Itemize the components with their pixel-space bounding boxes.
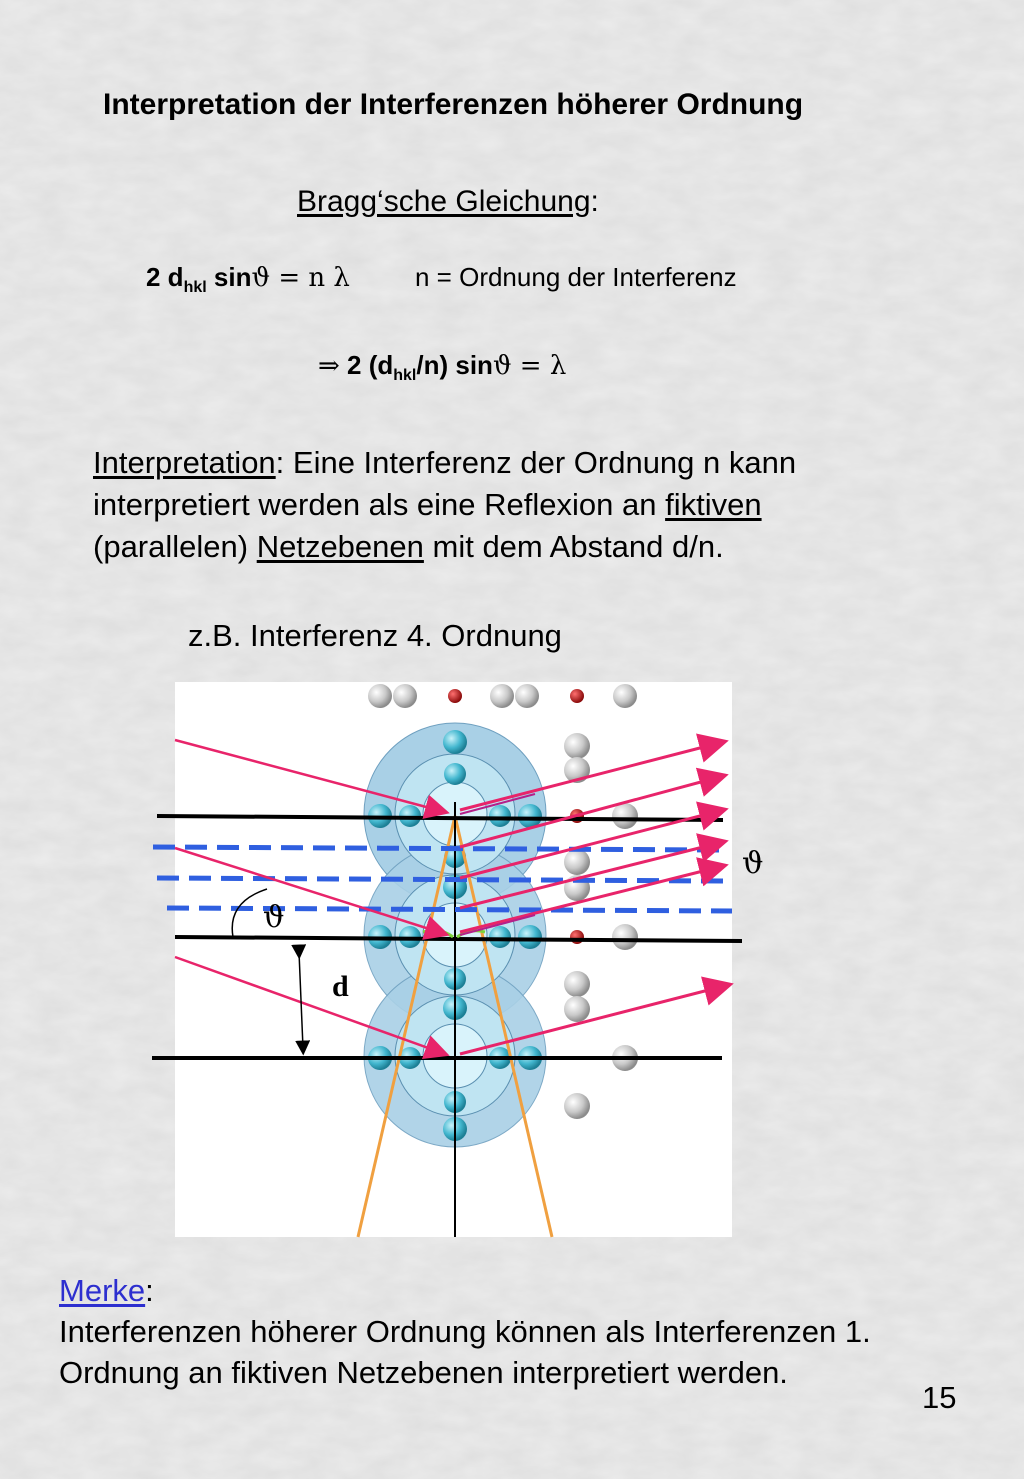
eq2-lambda: λ [549, 351, 567, 381]
bragg-diagram-svg [175, 682, 764, 1237]
eq1-theta: ϑ [251, 263, 271, 293]
interpretation-paragraph [93, 442, 913, 568]
merke-colon: : [145, 1273, 154, 1308]
eq2-equals: = [511, 351, 550, 381]
d-dimension-arrow [299, 952, 303, 1048]
interpretation-text-a: : Eine Interferenz der Ordnung n kann interpretiert werden als eine Reflexion an [93, 445, 797, 522]
eq2-theta: ϑ [492, 351, 512, 381]
eq2-subscript: hkl [393, 367, 417, 384]
theta-arc [232, 889, 267, 937]
theta-label-right: ϑ [742, 846, 764, 881]
implies-symbol: ⇒ [318, 351, 340, 381]
merke-label: Merke [59, 1273, 146, 1308]
fiktiven-word: fiktiven [665, 487, 762, 522]
bragg-heading [297, 185, 599, 219]
eq1-prefix: 2 d [146, 262, 184, 292]
bragg-diagram [175, 682, 764, 1237]
interpretation-text-b: (parallelen) [93, 529, 257, 564]
eq1-sin: sin [206, 262, 252, 292]
order-note: n = Ordnung der Interferenz [415, 262, 737, 292]
eq2-prefix: 2 (d [339, 350, 394, 380]
interpretation-text-c: mit dem Abstand d/n. [423, 529, 724, 564]
page-title: Interpretation der Interferenzen höherer Ordnung [103, 88, 804, 121]
eq1-lambda: λ [333, 263, 350, 293]
eq2-mid: /n) sin [416, 350, 493, 380]
bragg-heading-colon: : [590, 185, 599, 218]
merke-box [59, 1270, 959, 1393]
netzebenen-word: Netzebenen [256, 529, 424, 564]
bragg-equation [146, 262, 350, 297]
merke-text: Interferenzen höherer Ordnung können als Interferenzen 1. Ordnung an fiktiven Netzebenen interpretiert werden. [59, 1314, 871, 1390]
eq1-rest: = n [270, 263, 334, 293]
rearranged-equation [318, 350, 566, 385]
eq1-subscript: hkl [183, 279, 207, 296]
page-number: 15 [922, 1380, 957, 1415]
d-label: d [332, 970, 349, 1003]
bragg-heading-label: Bragg‘sche Gleichung [297, 185, 591, 218]
theta-label-left: ϑ [263, 900, 285, 935]
example-caption: z.B. Interferenz 4. Ordnung [188, 618, 562, 653]
interpretation-label: Interpretation [93, 445, 276, 480]
